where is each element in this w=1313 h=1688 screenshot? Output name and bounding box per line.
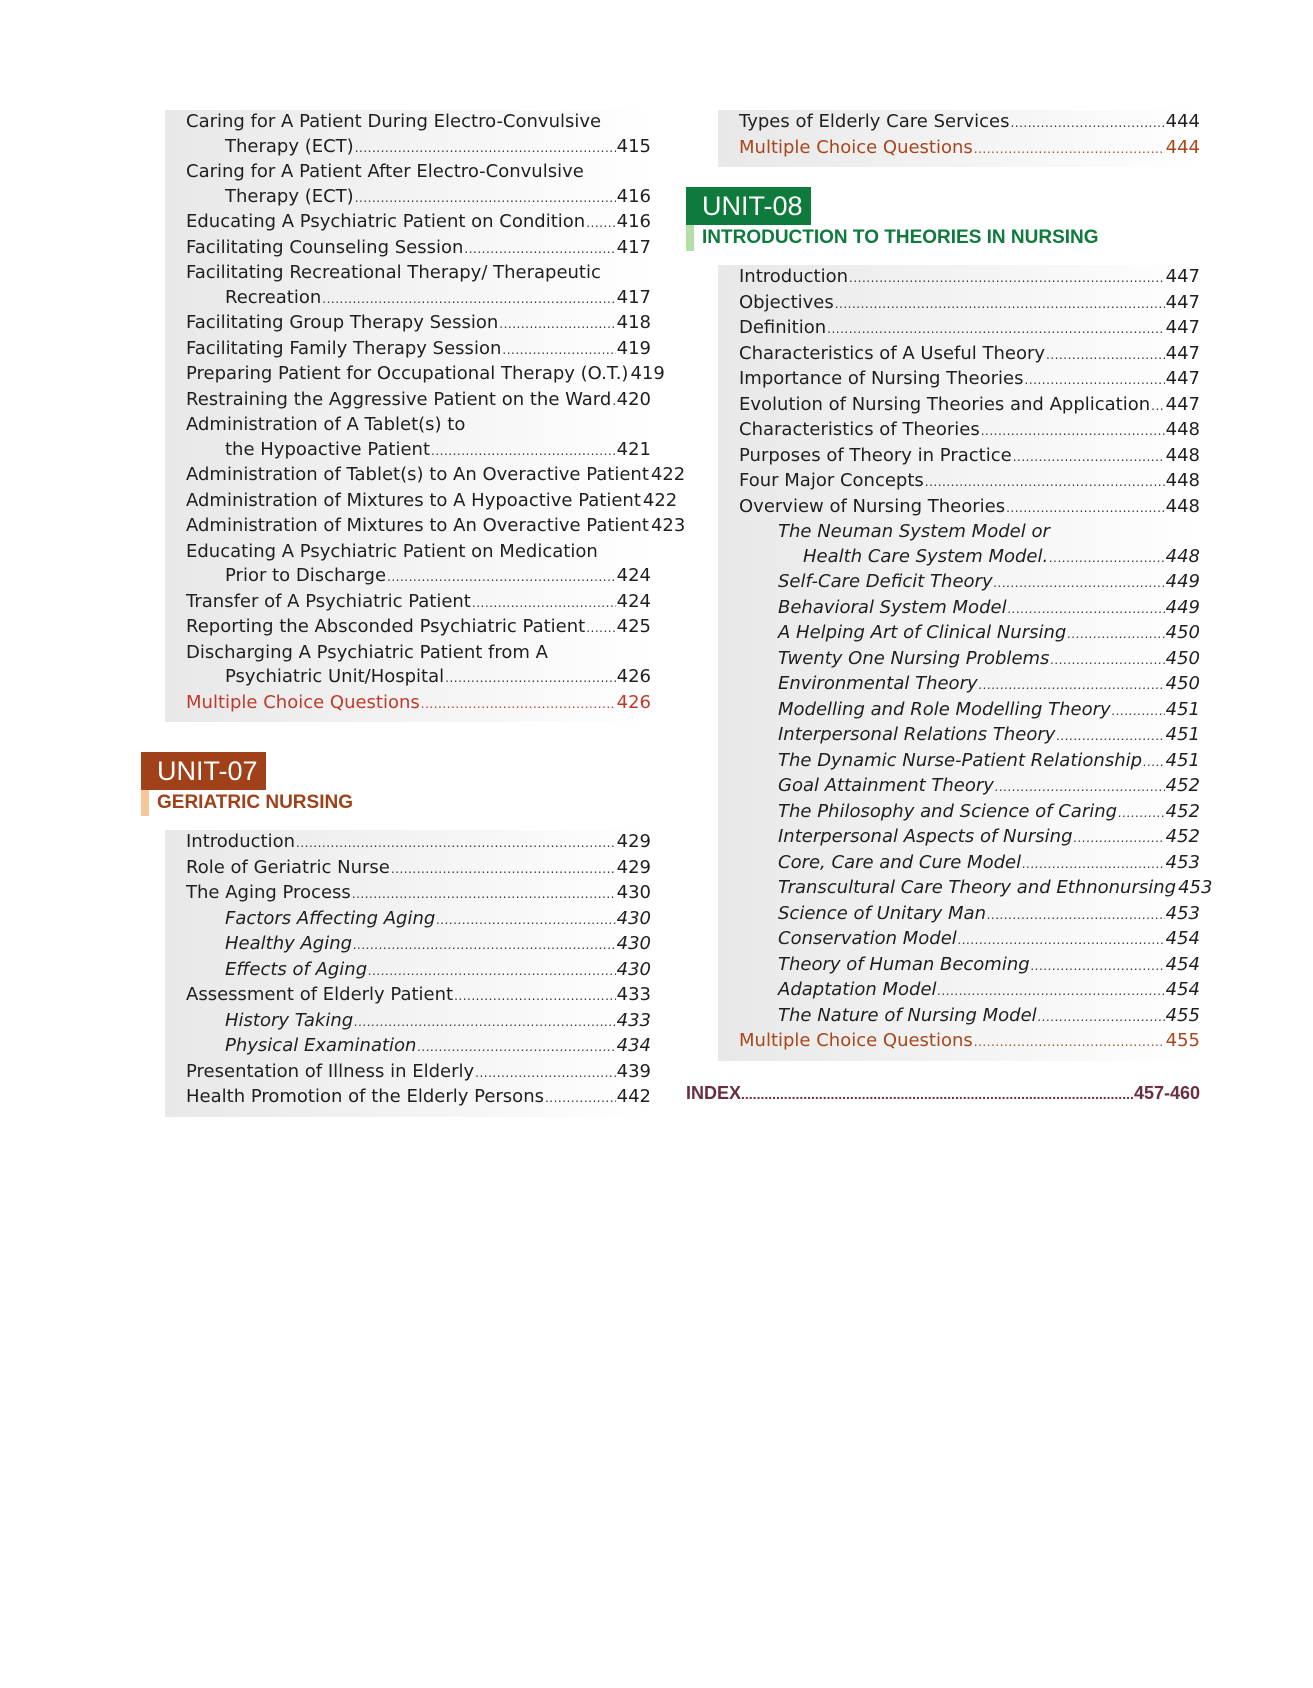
toc-entry[interactable]: Health Promotion of the Elderly Persons ..... 442 [165,1085,651,1111]
toc-entry-mcq[interactable]: Multiple Choice Questions ..... 426 [165,691,651,717]
toc-entry[interactable]: Conservation Model ..... 454 [718,927,1200,953]
toc-entry[interactable]: Presentation of Illness in Elderly ..... 439 [165,1060,651,1086]
toc-entry[interactable]: Theory of Human Becoming ..... 454 [718,953,1200,979]
toc-entry[interactable]: Characteristics of A Useful Theory ..... 447 [718,342,1200,368]
toc-entry-heading: Administration of A Tablet(s) to [186,414,466,435]
toc-entry[interactable]: Twenty One Nursing Problems ..... 450 [718,647,1200,673]
toc-entry[interactable]: Administration of Tablet(s) to An Overactive Patient 422 [186,464,686,485]
toc-entry[interactable]: Effects of Aging ..... 430 [165,958,651,984]
toc-entry[interactable]: Factors Affecting Aging ..... 430 [165,907,651,933]
toc-entry[interactable]: Overview of Nursing Theories ..... 448 [718,495,1200,521]
toc-entry[interactable]: Facilitating Counseling Session ..... 417 [165,236,651,262]
toc-entry[interactable]: Administration of Mixtures to A Hypoactive Patient 422 [186,489,678,511]
toc-entry[interactable]: The Aging Process ..... 430 [165,881,651,907]
unit08-header [686,187,1200,251]
toc-entry[interactable]: The Nature of Nursing Model ..... 455 [718,1004,1200,1030]
left-top-toc-list [165,110,686,722]
index-entry[interactable]: INDEX ..... 457-460 [686,1083,1200,1104]
toc-entry[interactable]: Introduction ..... 447 [718,265,1200,291]
left-column [141,110,686,1117]
toc-entry[interactable]: Self-Care Deficit Theory ..... 449 [718,570,1200,596]
toc-entry[interactable]: Reporting the Absconded Psychiatric Patient ..... 425 [165,615,651,641]
toc-entry[interactable]: Administration of Mixtures to An Overactive Patient 423 [186,515,686,536]
right-top-toc-list [718,110,1200,167]
toc-entry[interactable]: Therapy (ECT) ..... 416 [165,185,651,211]
unit-badge: UNIT-08 [686,187,811,225]
toc-entry[interactable]: Objectives ..... 447 [718,291,1200,317]
toc-entry[interactable]: The Philosophy and Science of Caring ..... 452 [718,800,1200,826]
toc-entry[interactable]: Facilitating Group Therapy Session ..... 418 [165,311,651,337]
toc-entry[interactable]: Evolution of Nursing Theories and Application ..... 447 [718,393,1200,419]
right-column [686,110,1213,1104]
toc-entry-heading: Caring for A Patient During Electro-Convulsive [186,111,602,132]
toc-entry[interactable]: Modelling and Role Modelling Theory ..... 451 [718,698,1200,724]
toc-entry[interactable]: Behavioral System Model ..... 449 [718,596,1200,622]
toc-entry[interactable]: Core, Care and Cure Model ..... 453 [718,851,1200,877]
toc-entry-heading: Discharging A Psychiatric Patient from A [186,641,548,663]
toc-entry[interactable]: Physical Examination ..... 434 [165,1034,651,1060]
toc-entry-heading: The Neuman System Model or [778,521,1050,542]
unit-title: INTRODUCTION TO THEORIES IN NURSING [686,225,1200,251]
toc-entry[interactable]: History Taking ..... 433 [165,1009,651,1035]
toc-entry-heading: Educating A Psychiatric Patient on Medication [186,540,598,562]
unit07-header [141,752,651,816]
unit-title: GERIATRIC NURSING [141,790,651,816]
toc-entry[interactable]: Interpersonal Relations Theory ..... 451 [718,723,1200,749]
toc-entry[interactable]: Assessment of Elderly Patient ..... 433 [165,983,651,1009]
toc-entry[interactable]: Psychiatric Unit/Hospital ..... 426 [165,665,651,691]
unit07-toc-list [165,830,651,1117]
toc-entry[interactable]: Purposes of Theory in Practice ..... 448 [718,444,1200,470]
toc-entry[interactable]: Health Care System Model. ..... 448 [718,545,1200,571]
toc-entry[interactable]: Science of Unitary Man ..... 453 [718,902,1200,928]
unit-title-bar [141,790,149,816]
toc-entry[interactable]: Educating A Psychiatric Patient on Condition ..... 416 [165,210,651,236]
toc-entry[interactable]: Facilitating Family Therapy Session ..... 419 [165,337,651,363]
toc-entry[interactable]: Prior to Discharge ..... 424 [165,564,651,590]
unit-title-bar [686,225,694,251]
toc-entry[interactable]: A Helping Art of Clinical Nursing ..... 450 [718,621,1200,647]
toc-entry[interactable]: Goal Attainment Theory ..... 452 [718,774,1200,800]
toc-entry[interactable]: Recreation ..... 417 [165,286,651,312]
toc-entry[interactable]: Healthy Aging ..... 430 [165,932,651,958]
toc-entry[interactable]: Interpersonal Aspects of Nursing ..... 452 [718,825,1200,851]
toc-entry-heading: Caring for A Patient After Electro-Convulsive [186,161,584,182]
toc-entry[interactable]: Characteristics of Theories ..... 448 [718,418,1200,444]
toc-entry[interactable]: Introduction ..... 429 [165,830,651,856]
toc-entry[interactable]: Adaptation Model ..... 454 [718,978,1200,1004]
toc-entry[interactable]: Therapy (ECT) ..... 415 [165,135,651,161]
toc-entry[interactable]: Role of Geriatric Nurse ..... 429 [165,856,651,882]
toc-entry[interactable]: The Dynamic Nurse-Patient Relationship ..... 451 [718,749,1200,775]
unit-badge: UNIT-07 [141,752,266,790]
toc-entry[interactable]: Definition ..... 447 [718,316,1200,342]
toc-entry[interactable]: Environmental Theory ..... 450 [718,672,1200,698]
toc-entry-mcq[interactable]: Multiple Choice Questions ..... 455 [718,1029,1200,1055]
toc-entry-heading: Facilitating Recreational Therapy/ Therapeutic [186,262,601,283]
toc-entry[interactable]: Types of Elderly Care Services ..... 444 [718,110,1200,136]
toc-entry[interactable]: Transcultural Care Theory and Ethnonursing 453 [778,877,1213,898]
toc-entry[interactable]: the Hypoactive Patient ..... 421 [165,438,651,464]
toc-entry[interactable]: Importance of Nursing Theories ..... 447 [718,367,1200,393]
toc-entry[interactable]: Preparing Patient for Occupational Therapy (O.T.) 419 [186,363,665,384]
unit08-toc-list [718,265,1213,1061]
toc-entry[interactable]: Transfer of A Psychiatric Patient ..... 424 [165,590,651,616]
toc-entry[interactable]: Restraining the Aggressive Patient on the Ward ..... 420 [165,388,651,414]
toc-entry-mcq[interactable]: Multiple Choice Questions ..... 444 [718,136,1200,162]
toc-entry[interactable]: Four Major Concepts ..... 448 [718,469,1200,495]
